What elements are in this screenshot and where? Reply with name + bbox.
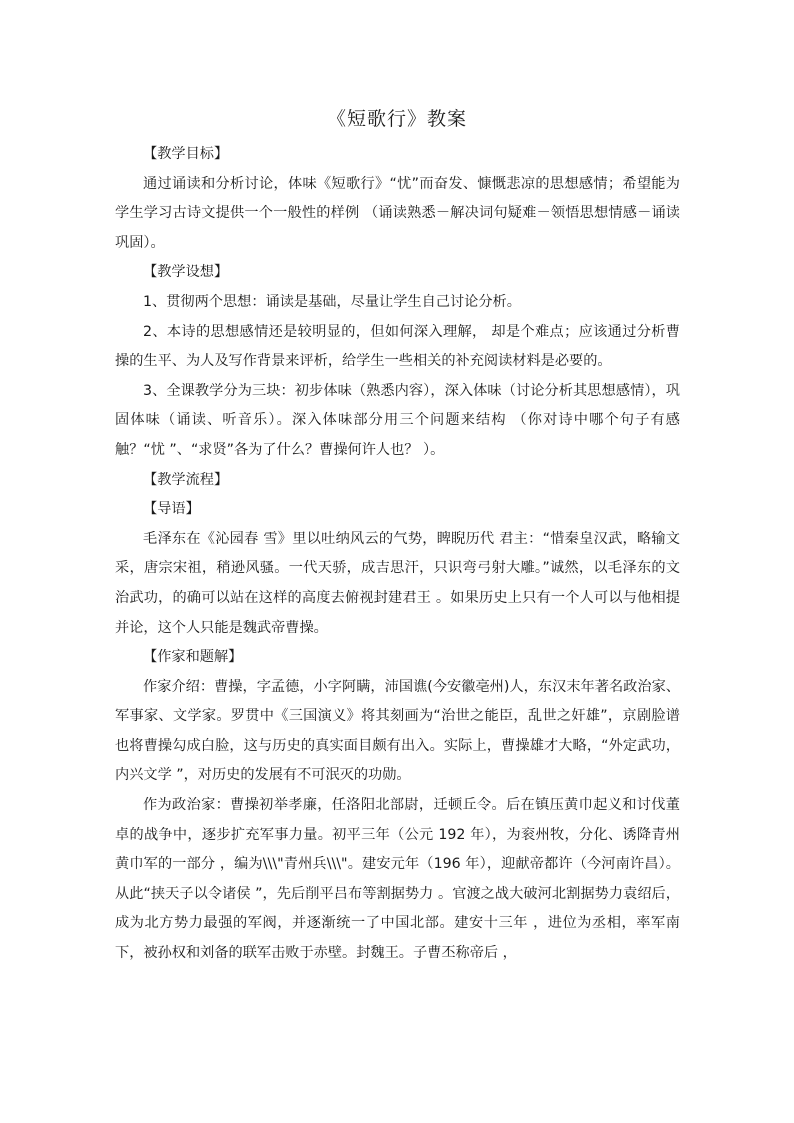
document-body (115, 140, 680, 969)
section-heading-author: 【作家和题解】 (143, 649, 243, 666)
section-heading-objective: 【教学目标】 (143, 146, 229, 162)
politician-paragraph: 作为政治家：曹操初举孝廉，任洛阳北部尉，迁顿丘令。后在镇压黄巾起义和讨伐董卓的战争中，逐步扩充军事力量。初平三年（公元 192 年），为衮州牧，分化、诱降青州黄巾军的一部分 ，编为\\\"青州兵\\\"。建安元年（196 年），迎献帝都许（今河南许昌）。从此“挟天子以令诸侯 ”，先后削平吕布等割据势力 。官渡之战大破河北割据势力袁绍后，成为北方势力最强的军阀，并逐渐统一了中国北部。建安十三年 ，进位为丞相，率军南下，被孙权和刘备的联军击败于赤壁。封魏王。子曹丕称帝后 ， (115, 797, 680, 962)
objective-paragraph: 通过诵读和分析讨论，体味《短歌行》“忧”而奋发、慷慨悲凉的思想感情；希望能为学生学习古诗文提供一个一般性的样例 （诵读熟悉－解决词句疑难－领悟思想情感－诵读巩固）。 (115, 175, 680, 251)
design-item-2: 2、本诗的思想感情还是较明显的，但如何深入理解， 却是个难点；应该通过分析曹操的生平、为人及写作背景来评析，给学生一些相关的补充阅读材料是必要的。 (115, 323, 680, 370)
section-heading-intro: 【导语】 (143, 501, 200, 518)
design-item-1: 1、贯彻两个思想：诵读是基础，尽量让学生自己讨论分析。 (143, 293, 521, 310)
section-heading-design: 【教学设想】 (143, 264, 229, 281)
design-item-3: 3、全课教学分为三块：初步体味（熟悉内容），深入体味（讨论分析其思想感情），巩固体味（诵读、听音乐）。深入体味部分用三个问题来结构 （你对诗中哪个句子有感触？“忧 ”、“求贤”各为了什么？曹操何许人也？ ）。 (115, 382, 680, 458)
author-paragraph: 作家介绍：曹操，字孟德，小字阿瞒，沛国谯(今安徽亳州)人，东汉末年著名政治家、军事家、文学家。罗贯中《三国演义》将其刻画为“治世之能臣，乱世之奸雄”，京剧脸谱也将曹操勾成白脸，这与历史的真实面目颇有出入。实际上，曹操雄才大略，“外定武功，内兴文学 ”，对历史的发展有不可泯灭的功勋。 (115, 678, 680, 784)
document-title: 《短歌行》教案 (326, 108, 467, 130)
intro-paragraph: 毛泽东在《沁园春 雪》里以吐纳风云的气势，睥睨历代 君主：“惜秦皇汉武，略输文采，唐宗宋祖，稍逊风骚。一代天骄，成吉思汗，只识弯弓射大雕。”诚然，以毛泽东的文治武功，的确可以站在这样的高度去俯视封建君王 。如果历史上只有一个人可以与他相提并论，这个人只能是魏武帝曹操。 (115, 530, 680, 636)
section-heading-process: 【教学流程】 (143, 471, 229, 488)
